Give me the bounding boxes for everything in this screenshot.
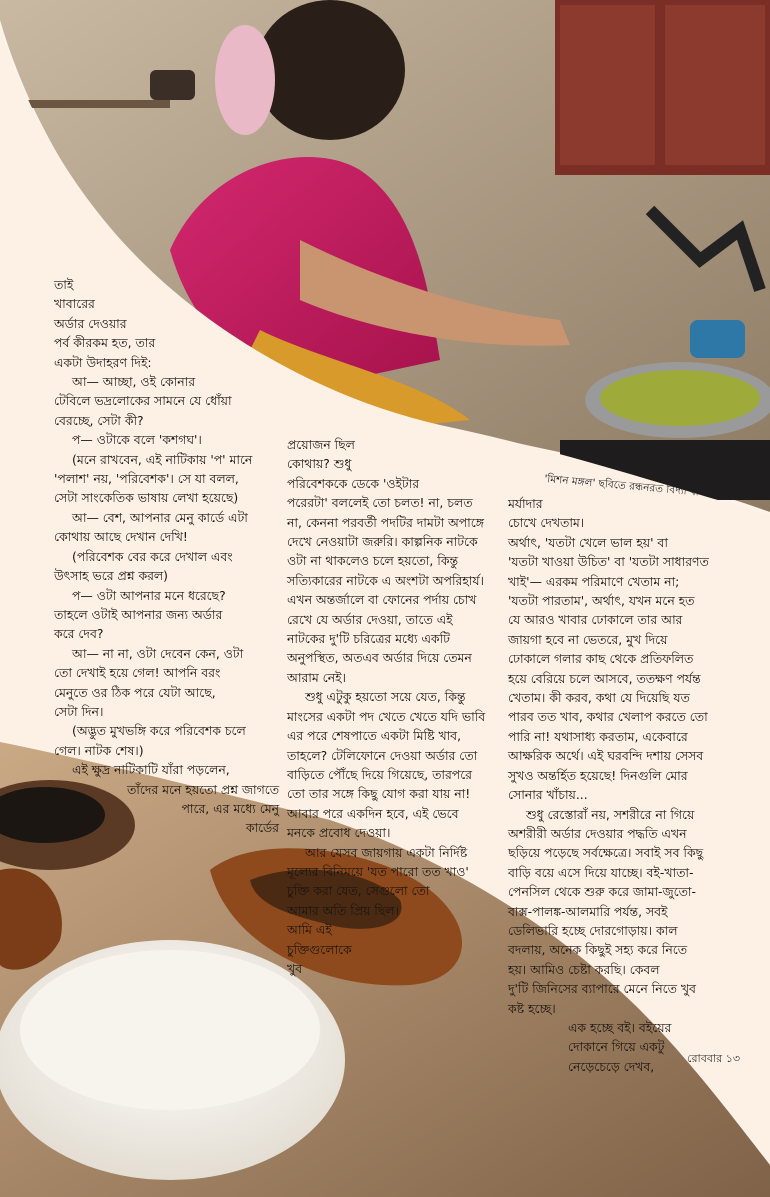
text-line: 'যতটা পারতাম', অর্থাৎ, যখন মনে হত bbox=[508, 593, 695, 609]
text-line: অর্ডার দেওয়ার bbox=[54, 315, 127, 331]
text-line: টেবিলে ভদ্রলোকের সামনে যে ধোঁয়া bbox=[54, 393, 232, 409]
text-line: বাক্স-পালঙ্ক-আলমারি পর্যন্ত, সবই bbox=[508, 903, 668, 919]
text-line: তো তার সঙ্গে কিছু যোগ করা যায় না! bbox=[287, 786, 471, 802]
text-line: খুব bbox=[287, 960, 303, 976]
text-line: তাই bbox=[54, 277, 74, 292]
text-line: চোখে দেখতাম। bbox=[508, 515, 585, 531]
text-line: পরিবেশককে ডেকে 'ওইটার bbox=[287, 475, 420, 491]
text-line: 'যতটা খাওয়া উচিত' বা 'যতটা সাধারণত bbox=[508, 554, 709, 570]
text-line: ওটা না থাকলেও চলে হয়তো, কিন্তু bbox=[287, 553, 459, 569]
text-line: করে দেব? bbox=[54, 626, 104, 642]
text-line: পরেরটা' বললেই তো চলত! না, চলত bbox=[287, 495, 473, 511]
text-line: মূল্যের বিনিময়ে 'যত পারো তত খাও' bbox=[287, 863, 469, 879]
text-line: পেনসিল থেকে শুরু করে জামা-জুতো- bbox=[508, 884, 696, 900]
text-line: নেড়েচেড়ে দেখব, bbox=[568, 1058, 655, 1074]
text-line: খাই'— এরকম পরিমাণে খেতাম না; bbox=[508, 573, 680, 589]
text-line: তো দেখাই হয়ে গেল! আপনি বরং bbox=[54, 665, 221, 681]
text-line: (অদ্ভুত মুখভঙ্গি করে পরিবেশক চলে bbox=[72, 723, 246, 739]
text-line: অনুপস্থিত, অতএব অর্ডার দিয়ে তেমন bbox=[287, 650, 472, 666]
text-line: (মনে রাখবেন, এই নাটিকায় 'প' মানে bbox=[72, 451, 253, 467]
text-line: আরাম নেই। bbox=[287, 669, 346, 685]
text-line: শুধু এটুকু হয়তো সয়ে যেত, কিন্তু bbox=[305, 689, 466, 705]
text-line: এই ক্ষুদ্র নাটিকাটি যাঁরা পড়লেন, bbox=[72, 762, 230, 778]
text-line: দেখে নেওয়াটা জরুরি। কাল্পনিক নাটকে bbox=[287, 534, 478, 550]
text-line: কোথায় আছে দেখান দেখি! bbox=[54, 529, 188, 545]
text-line: আর যেসব জায়গায় একটা নির্দিষ্ট bbox=[305, 844, 468, 860]
article-column-1 bbox=[54, 275, 279, 838]
text-line: বাড়িতে পৌঁছে দিয়ে গিয়েছে, তারপরে bbox=[287, 766, 472, 782]
text-line: তাহলে? টেলিফোনে দেওয়া অর্ডার তো bbox=[287, 747, 478, 763]
text-line: বাড়ি বয়ে এসে দিয়ে যাচ্ছে। বই-খাতা- bbox=[508, 864, 694, 880]
text-line: আ— আচ্ছা, ওই কোনার bbox=[72, 374, 196, 390]
text-line: তাঁদের মনে হয়তো প্রশ্ন জাগতে bbox=[126, 781, 279, 797]
text-line: কার্ডের bbox=[245, 820, 279, 836]
text-line: মর্যাদার bbox=[508, 496, 543, 511]
text-line: সেটা দিন। bbox=[54, 703, 104, 719]
text-line: যে আরও খাবার ঢোকালে তার আর bbox=[508, 612, 683, 628]
text-line: পারে, এর মধ্যে মেনু bbox=[181, 800, 279, 816]
text-line: ডেলিভারি হচ্ছে দোরগোড়ায়। কাল bbox=[508, 922, 678, 938]
text-line: উৎসাহ ভরে প্রশ্ন করল) bbox=[54, 568, 169, 584]
text-line: খেতাম। কী করব, কথা যে দিয়েছি যত bbox=[508, 690, 690, 706]
text-line: চুক্তিগুলোকে bbox=[287, 941, 352, 957]
text-line: পারি না! যথাসাধ্য করতাম, একেবারে bbox=[508, 728, 688, 744]
photo-caption: 'মিশন মঙ্গল' ছবিতে রন্ধনরত বিদ্যা বালন bbox=[543, 472, 714, 500]
text-line: বেরচ্ছে, সেটা কী? bbox=[54, 412, 144, 428]
text-line: সেটা সাংকেতিক ভাষায় লেখা হয়েছে) bbox=[54, 490, 239, 506]
text-line: পারব তত খাব, কথার খেলাপ করতে তো bbox=[508, 709, 708, 725]
text-line: 'পলাশ' নয়, 'পরিবেশক'। সে যা বলল, bbox=[54, 471, 239, 487]
text-line: তাহলে ওটাই আপনার জন্য অর্ডার bbox=[54, 606, 223, 622]
text-line: ছড়িয়ে পড়েছে সর্বক্ষেত্রে। সবাই সব কিছু bbox=[508, 845, 704, 861]
text-line: খাবারের bbox=[54, 296, 95, 312]
text-line: শুধু রেস্তোরাঁ নয়, সশরীরে না গিয়ে bbox=[526, 806, 695, 822]
text-line: হয়। আমিও চেষ্টা করছি। কেবল bbox=[508, 961, 660, 977]
text-line: মাংসের একটা পদ খেতে খেতে যদি ভাবি bbox=[287, 708, 486, 724]
text-line: চুক্তি করা যেত, সেগুলো তো bbox=[287, 883, 430, 899]
text-line: আমার অতি প্রিয় ছিল। bbox=[287, 902, 399, 918]
text-line: এক হচ্ছে বই। বইয়ের bbox=[568, 1019, 672, 1035]
text-line: প্রয়োজন ছিল bbox=[287, 437, 355, 452]
text-line: দু'টি জিনিসের ব্যাপারে মেনে নিতে খুব bbox=[508, 981, 696, 997]
text-line: অর্থাৎ, 'যতটা খেলে ভাল হয়' বা bbox=[508, 534, 668, 550]
text-line: সোনার খাঁচায়... bbox=[508, 787, 588, 803]
text-line: সুখও অন্তর্হিত হয়েছে! দিনগুলি মোর bbox=[508, 767, 688, 783]
text-line: পর্ব কীরকম হত, তার bbox=[54, 335, 156, 351]
text-line: অশরীরী অর্ডার দেওয়ার পদ্ধতি এখন bbox=[508, 825, 687, 841]
text-line: মনকে প্রবোধ দেওয়া। bbox=[287, 825, 391, 841]
text-line: আমি এই bbox=[287, 922, 332, 938]
text-line: কষ্ট হচ্ছে। bbox=[508, 1000, 556, 1016]
text-line: ঢোকালে গলার কাছ থেকে প্রতিফলিত bbox=[508, 651, 694, 667]
text-line: জায়গা হবে না ভেতরে, মুখ দিয়ে bbox=[508, 631, 668, 647]
text-line: আক্ষরিক অর্থে। এই ঘরবন্দি দশায় সেসব bbox=[508, 748, 704, 764]
text-line: (পরিবেশক বের করে দেখাল এবং bbox=[72, 548, 233, 564]
page-footer: রোববার ১৩ bbox=[687, 1052, 740, 1065]
text-line: না, কেননা পরবর্তী পদটির দামটা অপাঙ্গে bbox=[287, 514, 484, 530]
text-line: আ— না না, ওটা দেবেন কেন, ওটা bbox=[72, 645, 244, 661]
text-line: নাটকের দু'টি চরিত্রের মধ্যে একটি bbox=[287, 631, 450, 647]
text-line: হয়ে বেরিয়ে চলে আসবে, ততক্ষণ পর্যন্ত bbox=[508, 670, 701, 686]
text-line: বদলায়, অনেক কিছুই সহ্য করে নিতে bbox=[508, 942, 688, 958]
text-line: প— ওটাকে বলে 'কশগঘ'। bbox=[72, 432, 202, 448]
text-line: এর পরে শেষপাতে একটা মিষ্টি খাব, bbox=[287, 728, 462, 744]
text-line: একটা উদাহরণ দিই: bbox=[54, 354, 152, 370]
text-line: কোথায়? শুধু bbox=[287, 456, 352, 472]
article-column-3 bbox=[508, 494, 738, 1076]
text-line: আবার পরে একদিন হবে, এই ভেবে bbox=[287, 805, 459, 821]
text-line: এখন অন্তর্জালে বা ফোনের পর্দায় চোখ bbox=[287, 592, 477, 608]
text-line: সত্যিকারের নাটকে এ অংশটা অপরিহার্য। bbox=[287, 572, 484, 588]
text-line: আ— বেশ, আপনার মেনু কার্ডে এটা bbox=[72, 509, 248, 525]
text-line: প— ওটা আপনার মনে ধরেছে? bbox=[72, 587, 226, 603]
text-line: রেখে যে অর্ডার দেওয়া, তাতে এই bbox=[287, 611, 453, 627]
text-line: দোকানে গিয়ে একটু bbox=[568, 1039, 665, 1055]
text-line: গেল। নাটক শেষ।) bbox=[54, 742, 144, 758]
text-line: মেনুতে ওর ঠিক পরে যেটা আছে, bbox=[54, 684, 216, 700]
article-column-2 bbox=[287, 435, 512, 978]
